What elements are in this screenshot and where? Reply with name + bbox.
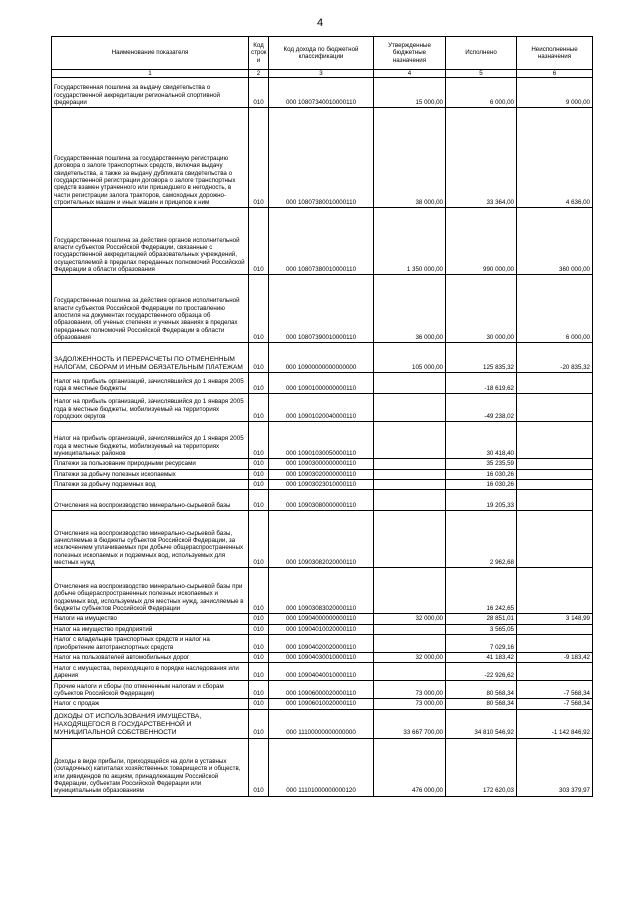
income-code-cell: 000 10903020000000110 [269,469,374,479]
table-row [52,634,593,652]
line-code-cell: 010 [249,652,269,662]
executed-cell: 30 418,40 [446,422,517,459]
line-code-cell: 010 [249,343,269,373]
indicator-name-cell: Государственная пошлина за действия органов исполнительной власти субъектов Российской Федерации, связанные с государственной аккредитацией образовательных учреждений, осуществляемой в пределах переданных полномочий Российской Федерации в области образования [52,208,249,275]
indicator-name-cell: Налог с продаж [52,699,249,709]
indicator-name-cell: ЗАДОЛЖЕННОСТЬ И ПЕРЕРАСЧЕТЫ ПО ОТМЕНЕННЫМ НАЛОГАМ, СБОРАМ И ИНЫМ ОБЯЗАТЕЛЬНЫМ ПЛАТЕЖАМ [52,343,249,373]
remaining-cell [517,568,593,614]
income-code-cell: 000 10903082020000110 [269,511,374,568]
column-index: 3 [269,70,374,78]
executed-cell: 990 000,00 [446,208,517,275]
column-index-row [52,70,593,78]
income-code-cell: 000 10901000000000110 [269,373,374,394]
indicator-name-cell: Отчисления на воспроизводство минерально-сырьевой базы [52,490,249,511]
remaining-cell: -20 835,32 [517,343,593,373]
indicator-name-cell: Платежи за добычу подземных вод [52,479,249,489]
remaining-cell: -1 142 846,92 [517,709,593,738]
table-row [52,709,593,738]
remaining-cell: -9 183,42 [517,652,593,662]
header-remaining: Неисполненные назначения [517,37,593,70]
approved-cell [374,422,446,459]
executed-cell: 7 029,16 [446,634,517,652]
remaining-cell [517,479,593,489]
approved-cell [374,568,446,614]
approved-cell [374,663,446,681]
table-row [52,422,593,459]
executed-cell: -22 926,62 [446,663,517,681]
income-code-cell: 000 10903023010000110 [269,479,374,489]
income-code-cell: 000 10903080000000110 [269,490,374,511]
line-code-cell: 010 [249,681,269,699]
remaining-cell [517,469,593,479]
approved-cell [374,634,446,652]
income-code-cell: 000 10906010020000110 [269,699,374,709]
remaining-cell [517,373,593,394]
approved-cell: 105 000,00 [374,343,446,373]
income-code-cell: 000 11101000000000120 [269,738,374,796]
budget-execution-table [51,36,593,797]
column-index: 2 [249,70,269,78]
table-row [52,208,593,275]
line-code-cell: 010 [249,709,269,738]
executed-cell: 80 568,34 [446,681,517,699]
indicator-name-cell: Налог с владельцев транспортных средств и налог на приобретение автотранспортных средств [52,634,249,652]
income-code-cell: 000 10904040010000110 [269,663,374,681]
table-header-row [52,37,593,70]
executed-cell: 41 183,42 [446,652,517,662]
approved-cell: 73 000,00 [374,699,446,709]
remaining-cell: 303 379,97 [517,738,593,796]
executed-cell: -18 619,62 [446,373,517,394]
approved-cell: 1 350 000,00 [374,208,446,275]
indicator-name-cell: Государственная пошлина за выдачу свидетельства о государственной аккредитации региональной спортивной федерации [52,78,249,108]
line-code-cell: 010 [249,208,269,275]
executed-cell: 16 030,26 [446,479,517,489]
column-index: 4 [374,70,446,78]
line-code-cell: 010 [249,275,269,343]
income-code-cell: 000 10903000000000110 [269,459,374,469]
line-code-cell: 010 [249,568,269,614]
table-row [52,652,593,662]
remaining-cell: 4 636,00 [517,108,593,208]
executed-cell: 2 962,68 [446,511,517,568]
table-row [52,469,593,479]
executed-cell: 16 030,26 [446,469,517,479]
income-code-cell: 000 11100000000000000 [269,709,374,738]
income-code-cell: 000 10904020020000110 [269,634,374,652]
line-code-cell: 010 [249,699,269,709]
approved-cell [374,624,446,634]
table-body [52,78,593,796]
approved-cell [374,394,446,422]
approved-cell: 73 000,00 [374,681,446,699]
income-code-cell: 000 10904000000000110 [269,614,374,624]
indicator-name-cell: Платежи за пользование природными ресурсами [52,459,249,469]
executed-cell: 33 364,00 [446,108,517,208]
line-code-cell: 010 [249,394,269,422]
header-approved: Утвержденные бюджетные назначения [374,37,446,70]
indicator-name-cell: Налог на пользователей автомобильных дорог [52,652,249,662]
line-code-cell: 010 [249,422,269,459]
approved-cell: 38 000,00 [374,108,446,208]
header-line-code: Код строк и [249,37,269,70]
income-code-cell: 000 10807340010000110 [269,78,374,108]
line-code-cell: 010 [249,469,269,479]
executed-cell: 80 568,34 [446,699,517,709]
approved-cell [374,373,446,394]
indicator-name-cell: Налог с имущества, переходящего в порядке наследования или дарения [52,663,249,681]
table-row [52,624,593,634]
column-index: 1 [52,70,249,78]
executed-cell: 19 205,33 [446,490,517,511]
line-code-cell: 010 [249,78,269,108]
indicator-name-cell: Налог на прибыль организаций, зачислявшийся до 1 января 2005 года в местные бюджеты [52,373,249,394]
indicator-name-cell: Доходы в виде прибыли, приходящейся на доли в уставных (складочных) капиталах хозяйственных товариществ и обществ, или дивидендов по акциям, принадлежащим Российской Федерации, субъектам Российской Федерации или муниципальным образованиям [52,738,249,796]
income-code-cell: 000 10901030050000110 [269,422,374,459]
indicator-name-cell: Налог на прибыль организаций, зачислявшийся до 1 января 2005 года в местные бюджеты, мобилизуемый на территориях муниципальных районов [52,422,249,459]
indicator-name-cell: Отчисления на воспроизводство минерально-сырьевой базы, зачисляемые в бюджеты субъектов Российской Федерации, за исключением уплачиваемых при добыче общераспространенных полезных ископаемых и подземных вод, используемых для местных нужд [52,511,249,568]
column-index: 5 [446,70,517,78]
table-row [52,343,593,373]
executed-cell: 35 235,59 [446,459,517,469]
line-code-cell: 010 [249,624,269,634]
approved-cell [374,469,446,479]
approved-cell [374,459,446,469]
header-indicator-name: Наименование показателя [52,37,249,70]
remaining-cell [517,490,593,511]
remaining-cell [517,422,593,459]
line-code-cell: 010 [249,108,269,208]
remaining-cell: -7 568,34 [517,681,593,699]
income-code-cell: 000 10900000000000000 [269,343,374,373]
income-code-cell: 000 10807380010000110 [269,208,374,275]
approved-cell: 15 000,00 [374,78,446,108]
remaining-cell [517,394,593,422]
table-row [52,568,593,614]
line-code-cell: 010 [249,738,269,796]
line-code-cell: 010 [249,511,269,568]
line-code-cell: 010 [249,614,269,624]
table-row [52,511,593,568]
line-code-cell: 010 [249,373,269,394]
approved-cell: 32 000,00 [374,652,446,662]
approved-cell: 32 000,00 [374,614,446,624]
approved-cell [374,511,446,568]
income-code-cell: 000 10906000020000110 [269,681,374,699]
table-row [52,663,593,681]
executed-cell: 16 242,65 [446,568,517,614]
line-code-cell: 010 [249,634,269,652]
remaining-cell [517,634,593,652]
indicator-name-cell: ДОХОДЫ ОТ ИСПОЛЬЗОВАНИЯ ИМУЩЕСТВА, НАХОДЯЩЕГОСЯ В ГОСУДАРСТВЕННОЙ И МУНИЦИПАЛЬНОЙ СОБСТВЕННОСТИ [52,709,249,738]
income-code-cell: 000 10807380010000110 [269,108,374,208]
approved-cell: 36 000,00 [374,275,446,343]
indicator-name-cell: Налог на имущество предприятий [52,624,249,634]
indicator-name-cell: Отчисления на воспроизводство минерально-сырьевой базы при добыче общераспространенных полезных ископаемых и подземных вод, используемых для местных нужд, зачисляемые в бюджеты субъектов Российской Федерации [52,568,249,614]
executed-cell: 34 810 546,92 [446,709,517,738]
table-row [52,614,593,624]
executed-cell: -49 238,02 [446,394,517,422]
indicator-name-cell: Платежи за добычу полезных ископаемых [52,469,249,479]
header-executed: Исполнено [446,37,517,70]
table-row [52,490,593,511]
line-code-cell: 010 [249,663,269,681]
remaining-cell: 360 000,00 [517,208,593,275]
indicator-name-cell: Государственная пошлина за действия органов исполнительной власти субъектов Российской Федерации по проставлению апостиля на документах государственного образца об образовании, об ученых степенях и ученых званиях в пределах переданных полномочий Российской Федерации в области образования [52,275,249,343]
remaining-cell: -7 568,34 [517,699,593,709]
line-code-cell: 010 [249,459,269,469]
executed-cell: 6 000,00 [446,78,517,108]
income-code-cell: 000 10901020040000110 [269,394,374,422]
header-income-code: Код дохода по бюджетной классификации [269,37,374,70]
indicator-name-cell: Налог на прибыль организаций, зачислявшийся до 1 января 2005 года в местные бюджеты, мобилизуемый на территориях городских округов [52,394,249,422]
table-row [52,479,593,489]
table-row [52,394,593,422]
table-row [52,275,593,343]
remaining-cell [517,511,593,568]
approved-cell: 33 667 700,00 [374,709,446,738]
table-row [52,78,593,108]
table-row [52,738,593,796]
income-code-cell: 000 10903083020000110 [269,568,374,614]
income-code-cell: 000 10904030010000110 [269,652,374,662]
executed-cell: 125 835,32 [446,343,517,373]
approved-cell: 476 000,00 [374,738,446,796]
line-code-cell: 010 [249,479,269,489]
income-code-cell: 000 10807390010000110 [269,275,374,343]
table-row [52,373,593,394]
income-code-cell: 000 10904010020000110 [269,624,374,634]
table-row [52,108,593,208]
table-row [52,681,593,699]
table-row [52,699,593,709]
page-number: 4 [316,17,324,29]
table-row [52,459,593,469]
remaining-cell: 3 148,99 [517,614,593,624]
line-code-cell: 010 [249,490,269,511]
indicator-name-cell: Государственная пошлина за государственную регистрацию договора о залоге транспортных средств, включая выдачу свидетельства, а также за выдачу дубликата свидетельства о государственной регистрации договора о залоге транспортных средств взамен утраченного или пришедшего в негодность, в части регистрации залога тракторов, самоходных дорожно-строительных машин и иных машин и прицепов к ним [52,108,249,208]
remaining-cell: 6 000,00 [517,275,593,343]
column-index: 6 [517,70,593,78]
indicator-name-cell: Прочие налоги и сборы (по отмененным налогам и сборам субъектов Российской Федерации) [52,681,249,699]
approved-cell [374,490,446,511]
remaining-cell: 9 000,00 [517,78,593,108]
executed-cell: 28 851,01 [446,614,517,624]
indicator-name-cell: Налоги на имущество [52,614,249,624]
remaining-cell [517,459,593,469]
remaining-cell [517,663,593,681]
executed-cell: 172 620,03 [446,738,517,796]
remaining-cell [517,624,593,634]
executed-cell: 3 565,05 [446,624,517,634]
approved-cell [374,479,446,489]
executed-cell: 30 000,00 [446,275,517,343]
